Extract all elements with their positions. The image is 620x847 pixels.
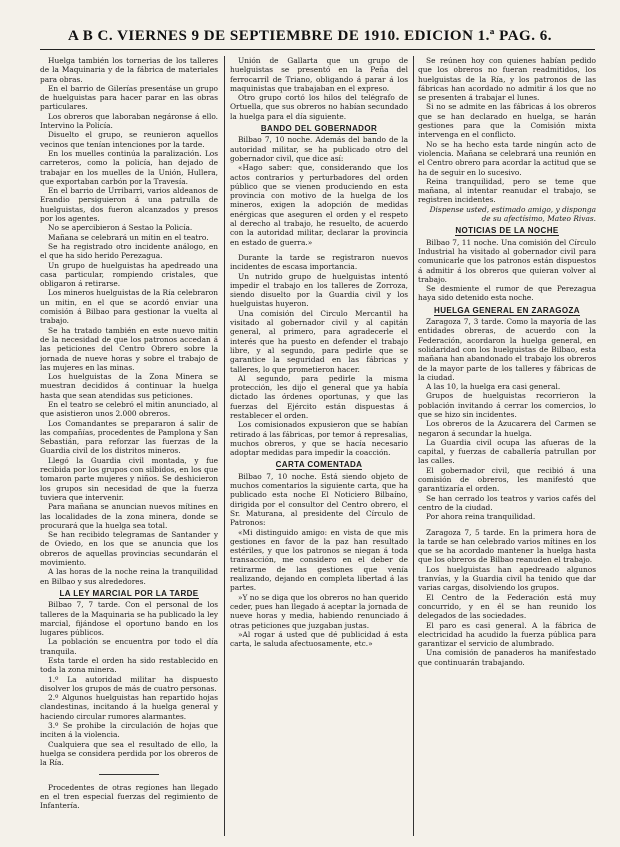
section-heading-text: NOTICIAS DE LA NOCHE <box>455 226 559 236</box>
page-header: A B C. VIERNES 9 DE SEPTIEMBRE DE 1910. EDICION 1.ª PAG. 6. <box>68 28 552 44</box>
paragraph: Los comisionados expusieron que se habían retirado á las fábricas, por temor á represalias, muchos obreros, y que se hacía necesario adoptar medidas para impedir la coacción. <box>230 420 408 458</box>
paragraph: Una comisión de panaderos ha manifestado que continuarán trabajando. <box>418 648 596 667</box>
paragraph: 3.º Se prohibe la circulación de hojas que inciten á la violencia. <box>40 721 218 740</box>
paragraph: «Hago saber: que, considerando que los actos contrarios y perturbadores del orden público que se vienen produciendo en esta provincia con motivo de la huelga de los mineros, exigen la adopción de medidas enérgicas que aseguren el orden y el respeto al derecho al trabajo, he resuelto, de acuerdo con la autoridad militar, declarar la provincia en estado de guerra.» <box>230 163 408 247</box>
paragraph: En el teatro se celebró el mitin anunciado, al que asistieron unos 2.000 obreros. <box>40 399 218 419</box>
paragraph: Zaragoza 7, 3 tarde. Como la mayoría de las entidades obreras, de acuerdo con la Federación, acordaron la huelga general, en solidaridad con los huelguistas de Bilbao, esta mañana han abandonado el trabajo los obreros de la mayor parte de los talleres y fábricas de la ciudad. <box>418 317 596 382</box>
section-heading-text: BANDO DEL GOBERNADOR <box>260 124 378 134</box>
paragraph: Se desmiente el rumor de que Perezagua haya sido detenido esta noche. <box>418 284 596 303</box>
section-heading-text: CARTA COMENTADA <box>275 460 363 470</box>
paragraph: Un nutrido grupo de huelguistas intentó impedir el trabajo en los talleres de Zorroza, siendo disuelto por la Guardia civil y los huelguistas huyeron. <box>230 271 408 309</box>
section-heading-text: LA LEY MARCIAL POR LA TARDE <box>59 588 199 598</box>
paragraph: Se ha registrado otro incidente análogo, en el que ha sido herido Perezagua. <box>40 241 218 261</box>
section-heading <box>230 124 408 133</box>
paragraph: Bilbao 7, 10 noche. Además del bando de la autoridad militar, se ha publicado otro del gobernador civil, que dice así: <box>230 135 408 163</box>
paragraph: Cualquiera que sea el resultado de ello, la huelga se considera perdida por los obreros de la Ría. <box>40 739 218 768</box>
paragraph: Se han cerrado los teatros y varios cafés del centro de la ciudad. <box>418 493 596 512</box>
paragraph: En el barrio de Gilerías presentáse un grupo de huelguistas para hacer parar en las obras particulares. <box>40 83 218 112</box>
paragraph: Procedentes de otras regiones han llegado en el tren especial fuerzas del regimiento de Infantería. <box>40 782 218 811</box>
section-heading <box>418 226 596 235</box>
paragraph: No se apercibieron á Sestao la Policía. <box>48 223 193 233</box>
paragraph: Se han recibido telegramas de Santander y de Oviedo, en los que se anuncia que los obreros de aquellas provincias secundarán el movimiento. <box>40 530 218 568</box>
separator-rule <box>99 774 159 775</box>
paragraph: La Guardia civil ocupa las afueras de la capital, y fuerzas de caballería patrullan por las calles. <box>418 437 596 466</box>
paragraph: Para mañana se anuncian nuevos mítines en las localidades de la zona minera, donde se procurará que la huelga sea total. <box>40 502 218 530</box>
paragraph: Bilbao 7, 10 noche. Está siendo objeto de muchos comentarios la siguiente carta, que ha publicado esta noche El Noticiero Bilbaíno, dirigida por el consultor del Centro obrero, el Sr. Maturana, al presidente del Círculo de Patronos: <box>230 471 408 528</box>
column-3 <box>418 56 596 836</box>
paragraph: Los mineros huelguistas de la Ría celebraron un mitin, en el que se acordó enviar una comisión á Bilbao para gestionar la vuelta al trabajo. <box>40 288 218 326</box>
paragraph: El gobernador civil, que recibió á una comisión de obreros, les manifestó que garantizaría el orden. <box>418 465 596 494</box>
paragraph: No se ha hecho esta tarde ningún acto de violencia. Mañana se celebrará una reunión en el Centro obrero para acordar la actitud que se ha de seguir en lo sucesivo. <box>418 139 596 177</box>
paragraph: Se ha tratado también en este nuevo mitin de la necesidad de que los patronos accedan á las peticiones del Centro Obrero sobre la jornada de nueve horas y sobre el trabajo de las mujeres en las minas. <box>40 325 218 372</box>
paragraph: A las horas de la noche reina la tranquilidad en Bilbao y sus alrededores. <box>40 567 218 586</box>
section-heading <box>418 306 596 315</box>
paragraph: Por ahora reina tranquilidad. <box>426 512 536 522</box>
column-2 <box>230 56 408 836</box>
paragraph: Bilbao 7, 11 noche. Una comisión del Círculo Industrial ha visitado al gobernador civil para comunicarle que los patronos están dispuestos á admitir á los obreros que quieran volver al trabajo. <box>418 237 596 284</box>
paragraph: 1.º La autoridad militar ha dispuesto disolver los grupos de más de cuatro personas. <box>40 674 218 693</box>
section-heading <box>40 589 218 598</box>
column-1 <box>40 56 218 836</box>
paragraph: Los huelguistas de la Zona Minera se muestran decididos á continuar la huelga hasta que sean atendidas sus peticiones. <box>40 372 218 400</box>
paragraph: Esta tarde el orden ha sido restablecido en toda la zona minera. <box>40 656 218 675</box>
paragraph: En los muelles continúa la paralización. Los carreteros, como la policía, han dejado de trabajar en los muelles de la Unión, Hullera, que exportaban carbón por la Travesía. <box>40 148 218 186</box>
paragraph: Huelga también los tornerias de los talleres de la Maquinaria y de la fábrica de materiales para obras. <box>40 56 218 84</box>
paragraph: Durante la tarde se registraron nuevos incidentes de escasa importancia. <box>230 252 408 272</box>
paragraph: Los obreros que laboraban negáronse á ello. Intervino la Policía. <box>40 111 218 131</box>
paragraph: Los huelguistas han apedreado algunos tranvías, y la Guardia civil ha tenido que dar varias cargas, disolviendo los grupos. <box>418 564 596 593</box>
paragraph: Los Comandantes se prepararon á salir de las compañías, procedentes de Pamplona y San Sebastián, para reforzar las fuerzas de la Guardia civil de los distritos mineros. <box>40 418 218 456</box>
paragraph: Los obreros de la Azucarera del Carmen se negaron á secundar la huelga. <box>418 419 596 438</box>
signature-line: Dispense usted, estimado amigo, y disponga de su afectísimo, Mateo Rivas. <box>429 204 596 224</box>
paragraph: »Y no se diga que los obreros no han querido ceder, pues han llegado á aceptar la jornada de nueve horas y media, habiendo renunciado á otras peticiones que juzgaban justas. <box>230 592 408 630</box>
column-rule <box>224 56 225 836</box>
paragraph: Llegó la Guardia civil montada, y fue recibida por los grupos con silbidos, en los que tomaron parte mujeres y niños. Se deshicieron los grupos sin necesidad de que la fuerza tuviera que intervenir. <box>40 455 218 502</box>
paragraph: Un grupo de huelguistas ha apedreado una casa particular, rompiendo cristales, que obligaron á retirarse. <box>40 260 218 289</box>
section-heading <box>230 460 408 469</box>
paragraph: Si no se admite en las fábricas á los obreros que se han declarado en huelga, se harán gestiones para que la Comisión mixta intervenga en el conflicto. <box>418 102 596 140</box>
paragraph: Al segundo, para pedirle la misma protección, les dijo el general que ya había dictado las órdenes oportunas, y que las fuerzas del Ejército están dispuestas á restablecer el orden. <box>230 373 408 420</box>
paragraph: »Al rogar á usted que dé publicidad á esta carta, le saluda afectuosamente, etc.» <box>230 629 408 649</box>
column-rule <box>413 56 414 836</box>
paragraph: Grupos de huelguistas recorrieron la población invitando á cerrar los comercios, lo que se hizo sin incidentes. <box>418 391 596 419</box>
paragraph: Reina tranquilidad, pero se teme que mañana, al intentar reanudar el trabajo, se registren incidentes. <box>418 176 596 205</box>
paragraph: Unión de Gallarta que un grupo de huelguistas se presentó en la Peña del ferrocarril de Triano, obligando á parar á los maquinistas que trabajaban en el expreso. <box>230 56 408 93</box>
paragraph: Se reúnen hoy con quienes habían pedido que los obreros no fueran readmitidos, los huelguistas de la Ría, y los patronos de las fábricas han acordado no admitir á los que no se presenten á trabajar el lunes. <box>418 56 596 103</box>
paragraph: Una comisión del Circulo Mercantil ha visitado al gobernador civil y al capitán general, al primero, para agradecerle el interés que ha puesto en defender el trabajo libre, y al segundo, para pedirle que se garantice la seguridad en las fábricas y talleres, lo que prometieron hacer. <box>230 308 408 374</box>
paragraph: Disuelto el grupo, se reunieron aquellos vecinos que tenían intenciones por la tarde. <box>40 130 218 149</box>
header-rule <box>40 49 595 50</box>
paragraph: El paro es casi general. A la fábrica de electricidad ha acudido la fuerza pública para garantizar el servicio de alumbrado. <box>418 620 596 649</box>
paragraph: 2.º Algunos huelguistas han repartido hojas clandestinas, incitando á la huelga general y haciendo circular rumores alarmantes. <box>40 693 218 721</box>
paragraph: El Centro de la Federación está muy concurrido, y en él se han reunido los delegados de las sociedades. <box>418 592 596 621</box>
paragraph: Zaragoza 7, 5 tarde. En la primera hora de la tarde se han celebrado varios mítines en los que se ha acordado mantener la huelga hasta que los obreros de Bilbao reanuden el trabajo. <box>418 527 596 565</box>
paragraph: La población se encuentra por todo el día tranquila. <box>40 637 218 656</box>
paragraph: A las 10, la huelga era casi general. <box>426 382 561 392</box>
section-heading-text: HUELGA GENERAL EN ZARAGOZA <box>434 305 580 315</box>
paragraph: «Mi distinguido amigo: en vista de que mis gestiones en favor de la paz han resultado estériles, y que los patronos se niegan á toda transacción, me considero en el deber de retirarme de las gestiones que venía realizando, dejando en completa libertad á las partes. <box>230 527 408 593</box>
paragraph: Bilbao 7, 7 tarde. Con el personal de los talleres de la Maquinaria se ha publicado la ley marcial, fijándose el oportuno bando en los lugares públicos. <box>40 600 218 638</box>
paragraph: Mañana se celebrará un mitin en el teatro. <box>48 232 209 242</box>
paragraph: En el barrio de Urribarri, varios aldeanos de Erandio persiguieron á una patrulla de huelguistas, dos fueron alcanzados y presos por los agentes. <box>40 186 218 224</box>
paragraph: Otro grupo cortó los hilos del telégrafo de Ortuella, que sus obreros no habían secundado la huelga para el día siguiente. <box>230 93 408 121</box>
